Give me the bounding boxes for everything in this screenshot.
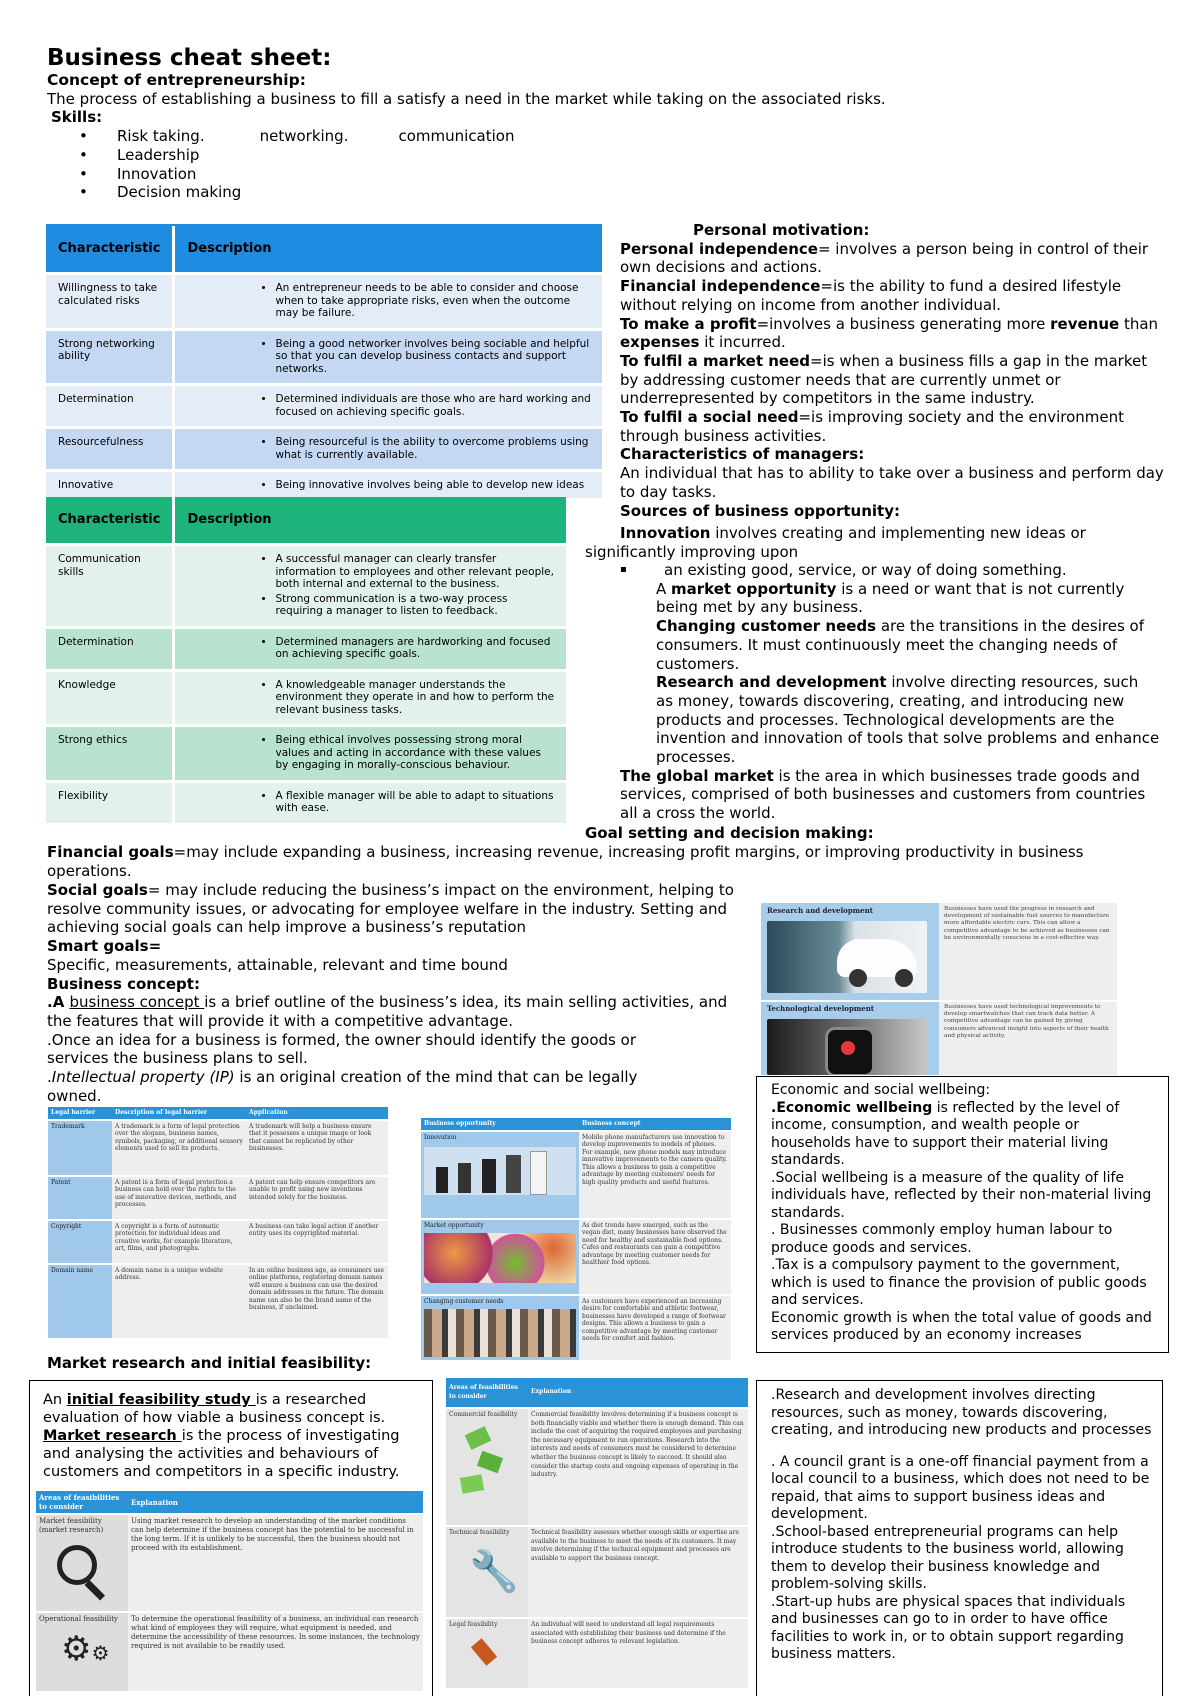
term-global-market: The global market is the area in which businesses trade goods and services, comprised of both businesses and customers from countries all a cross the world.	[620, 766, 1146, 823]
skills-item: • Decision making	[117, 183, 1177, 202]
table-row: Strong networking ability • Being a good networker involves being sociable and helpful so that you can develop business contacts and support networks.	[46, 329, 602, 385]
market-research-heading: Market research and initial feasibility:	[47, 1354, 372, 1372]
magnifier-icon	[57, 1545, 107, 1595]
school-programs-text: .School-based entrepreneurial programs can help introduce students to the business world, allowing them to develop their business knowledge and problem-solving skills.	[771, 1523, 1124, 1592]
money-icon	[449, 1428, 525, 1498]
gear-icon: ⚙⚙	[61, 1629, 110, 1669]
skills-item-first: • Risk taking. networking. communication	[117, 127, 1177, 146]
economic-wellbeing: .Economic wellbeing is reflected by the level of income, consumption, and wealth people or households have to support their material living standards.	[771, 1099, 1120, 1168]
term-make-profit: To make a profit=involves a business generating more revenue than expenses it incurred.	[620, 314, 1159, 352]
initial-feasibility-text: An initial feasibility study is a researched evaluation of how viable a business concept is.	[43, 1392, 386, 1426]
table-row: Operational feasibility ⚙⚙ To determine the operational feasibility of a business, an individual can research what kind of employees they will require, what equipment is needed, and determine the accessibility of these resources. In some instances, the technology required is not available to be readily used.	[36, 1612, 423, 1691]
table-row: Communication skills • A successful manager can clearly transfer information to employees and other relevant people, both internal and external to the business. • Strong communication is a two-way process requiring a manager to listen to feedback.	[46, 545, 566, 628]
col-description: Description	[174, 226, 602, 274]
page-title: Business cheat sheet:	[47, 45, 332, 71]
term-innovation: Innovation involves creating and implementing new ideas or significantly improving upon	[585, 524, 1086, 561]
council-grant-text: . A council grant is a one-off financial payment from a local council to a business, which does not need to be repaid, that aims to support business ideas and development.	[771, 1453, 1150, 1522]
sources-heading: Sources of business opportunity:	[620, 501, 900, 520]
phones-image	[424, 1147, 576, 1195]
rd-row2-label: Technological development	[767, 1004, 875, 1013]
manager-table	[46, 497, 566, 827]
table-row: Innovation Mobile phone manufacturers use innovation to develop improvements to models of phones. For example, new phone models may introduce innovative improvements to the camera quality. This allows a business to gain a competitive advantage by meeting customers' needs for high quality products and useful features.	[421, 1131, 731, 1219]
footwear-image	[424, 1309, 576, 1357]
market-research-text: Market research is the process of investigating and analysing the activities and behaviours of customers and competitors in a specific industry.	[43, 1428, 400, 1480]
table-row: Flexibility • A flexible manager will be able to adapt to situations with ease.	[46, 781, 566, 823]
table-row: Legal feasibility An individual will need to understand all legal requirements associated with establishing their business and determine if the business concept adheres to relevant legislation.	[446, 1618, 748, 1688]
goals-heading: Goal setting and decision making:	[585, 824, 874, 842]
legal-barrier-table	[48, 1107, 388, 1347]
term-market-opportunity: A market opportunity is a need or want that is not currently being met by any business.	[656, 579, 1125, 617]
rd-text: .Research and development involves directing resources, such as money, towards discovering, creating, and introducing new products and processes	[771, 1387, 1152, 1438]
term-social-goals: Social goals= may include reducing the business’s impact on the environment, helping to resolve community issues, or advocating for employee welfare in the industry. Setting and achieving social goals can help improve a business’s reputation	[47, 881, 734, 937]
table-row: Innovative • Being innovative involves being able to develop new ideas	[46, 471, 602, 499]
table-header: Business opportunity Business concept	[421, 1118, 731, 1131]
rd-row1-label: Research and development	[767, 906, 873, 915]
smartwatch-image	[767, 1019, 927, 1075]
table-header: Areas of feasibilities to consider Explanation	[36, 1491, 423, 1514]
col-description: Description	[174, 497, 566, 545]
term-intellectual-property: .Intellectual property (IP) is an original creation of the mind that can be legally owned.	[47, 1068, 638, 1105]
table-row: Patent A patent is a form of legal protection a business can hold over the rights to the use of innovative devices, methods, and processes. A patent can help ensure competitors are unable to profit using new inventions intended solely for the business.	[48, 1176, 388, 1220]
section-heading: Personal motivation:	[693, 221, 870, 239]
social-wellbeing: .Social wellbeing is a measure of the quality of life individuals have, reflected by their non-material living standards.	[771, 1169, 1152, 1221]
table-row: Resourcefulness • Being resourceful is the ability to overcome problems using what is currently available.	[46, 428, 602, 471]
market-research-box	[29, 1380, 433, 1696]
smart-text: Specific, measurements, attainable, relevant and time bound	[47, 955, 508, 974]
managers-heading: Characteristics of managers:	[620, 445, 865, 464]
table-header: Legal barrier Description of legal barrier Application	[48, 1107, 388, 1120]
table-row: Strong ethics • Being ethical involves possessing strong moral values and acting in accordance with these values by engaging in morally-conscious behaviour.	[46, 726, 566, 782]
term-market-need: To fulfil a market need=is when a business fills a gap in the market by addressing customer needs that are currently unmet or underrepresented by competitors in the same industry.	[620, 351, 1148, 408]
support-box	[756, 1380, 1163, 1696]
skills-list	[47, 127, 1177, 202]
skills-item: • Leadership	[117, 146, 1177, 165]
term-social-need: To fulfil a social need=is improving society and the environment through business activities.	[620, 408, 1125, 445]
concept-text: The process of establishing a business to fill a satisfy a need in the market while taking on the associated risks.	[47, 89, 886, 108]
wellbeing-box	[756, 1076, 1169, 1353]
business-concept-heading: Business concept:	[47, 974, 200, 993]
electric-car-image	[767, 921, 927, 993]
food-image	[424, 1233, 576, 1283]
term-financial-goals: Financial goals=may include expanding a business, increasing revenue, increasing profit margins, or improving productivity in business operations.	[47, 843, 1084, 880]
startup-hubs-text: .Start-up hubs are physical spaces that individuals and businesses can go to in order to have office facilities to work in, or to obtain support regarding business matters.	[771, 1593, 1126, 1662]
tax: .Tax is a compulsory payment to the government, which is used to finance the provision of public goods and services.	[771, 1257, 1147, 1308]
skills-item: • Innovation	[117, 165, 1177, 184]
table-header	[46, 497, 566, 545]
personal-motivation-section	[620, 221, 1165, 520]
table-row: Trademark A trademark is a form of legal protection over the slogans, business names, symbols, packaging, or additional sensory elements used to sell its products. A trademark will help a business ensure that it possesses a unique image or look that cannot be replicated by other businesses.	[48, 1120, 388, 1176]
managers-text: An individual that has to ability to take over a business and perform day to day tasks.	[620, 464, 1164, 501]
human-labour: . Businesses commonly employ human labour to produce goods and services.	[771, 1222, 1113, 1256]
table-row: Commercial feasibility Commercial feasibility involves determining if a business concept is both financially viable and whether there is enough demand. This can include the cost of acquiring the required employees and purchasing the necessary equipment to run operations. Research into the interests and needs of consumers must be considered to determine whether the business concept is likely to succeed. It should also consider the startup costs and ongoing expenses of operating in the industry.	[446, 1408, 748, 1526]
table-row: Determination • Determined managers are hardworking and focused on achieving specific goals.	[46, 627, 566, 670]
term-financial-independence: Financial independence=is the ability to fund a desired lifestyle without relying on income from another individual.	[620, 277, 1122, 314]
table-row: Market opportunity As diet trends have emerged, such as the vegan diet, many businesses have observed the need for healthy and sustainable food options. Cafes and restaurants can gain a competitive advantage by meeting customer needs for healthier food options.	[421, 1219, 731, 1295]
smart-heading: Smart goals=	[47, 937, 162, 956]
table-row: Market feasibility (market research) Using market research to develop an understanding of the market conditions can help determine if the business concept has the potential to be successful in the long term. If it is unlikely to be successful, then the business should not proceed with its establishment.	[36, 1514, 423, 1612]
intro-section	[47, 45, 1177, 202]
feasibility-table-1	[36, 1491, 423, 1691]
table-row: Domain name A domain name is a unique website address. In an online business age, as consumers use online platforms, registering domain names will ensure a business can use the desired domain addresses in the future. The domain name can also be the brand name of the business, if unclaimed.	[48, 1264, 388, 1338]
rd-row2-text: Businesses have used technological improvements to develop smartwatches that can track data better. A competitive advantage can be gained by giving consumers advanced insight into aspects of their health and physical activity.	[944, 1004, 1109, 1039]
col-characteristic: Characteristic	[46, 226, 174, 274]
table-header: Areas of feasibilities to consider Explanation	[446, 1378, 748, 1408]
term-personal-independence: Personal independence= involves a person being in control of their own decisions and actions.	[620, 239, 1149, 277]
term-changing-needs: Changing customer needs are the transitions in the desires of consumers. It must continuously meet the changing needs of customers.	[656, 617, 1144, 673]
entrepreneur-table	[46, 224, 602, 498]
business-concept-text: .A business concept is a brief outline of the business’s idea, its main selling activities, and the features that will provide it with a competitive advantage.	[47, 993, 728, 1030]
col-characteristic: Characteristic	[46, 497, 174, 545]
economic-growth: Economic growth is when the total value of goods and services produced by an economy increases	[771, 1309, 1152, 1343]
skills-heading: Skills:	[51, 108, 103, 127]
wellbeing-heading: Economic and social wellbeing:	[771, 1082, 991, 1098]
concept-heading: Concept of entrepreneurship:	[47, 71, 306, 89]
table-row: Determination • Determined individuals are those who are hard working and focused on achieving specific goals.	[46, 385, 602, 428]
innovation-bullet: ▪ an existing good, service, or way of doing something.	[620, 561, 1067, 579]
table-row: Willingness to take calculated risks • An entrepreneur needs to be able to consider and choose when to take appropriate risks, even when the outcome may be failure.	[46, 274, 602, 330]
feasibility-table-2	[446, 1378, 748, 1696]
business-concept-goods: .Once an idea for a business is formed, the owner should identify the goods or services the business plans to sell.	[47, 1030, 636, 1068]
business-opportunity-table	[421, 1118, 731, 1360]
opportunity-list	[620, 561, 1160, 823]
table-row: Changing customer needs As customers have experienced an increasing desire for comfortable and athletic footwear, businesses have developed a range of footwear designs. This allows a business to gain a competitive advantage by meeting customer needs for comfort and fashion.	[421, 1295, 731, 1361]
goals-section	[47, 843, 1172, 880]
gavel-icon	[473, 1640, 503, 1670]
rd-image-table	[761, 903, 1117, 1075]
table-row: Knowledge • A knowledgeable manager understands the environment they operate in and how to perform the relevant business tasks.	[46, 670, 566, 726]
rd-row1-text: Businesses have used the progress in research and development of sustainable fuel sources to manufacture more affordable electric cars. This can allow a competitive advantage to be achieved as businesses can be environmentally conscious in a cost-effective way.	[944, 906, 1110, 941]
table-row: Technical feasibility 🔧 Technical feasibility assesses whether enough skills or expertise are available to the business to meet the needs of its customers. It may involve determining if the technical equipment and processes are available to support the business concept.	[446, 1526, 748, 1618]
table-row: Copyright A copyright is a form of automatic protection for individual ideas and creative works, for example literature, art, films, and photographs. A business can take legal action if another entity uses its copyrighted material.	[48, 1220, 388, 1264]
wrench-icon: 🔧	[469, 1548, 519, 1595]
term-research-development: Research and development involve directing resources, such as money, towards discovering, creating, and introducing new products and processes. Technological developments are the invention and innovation of tools that solve problems and enhance processes.	[656, 673, 1160, 767]
table-header	[46, 226, 602, 274]
